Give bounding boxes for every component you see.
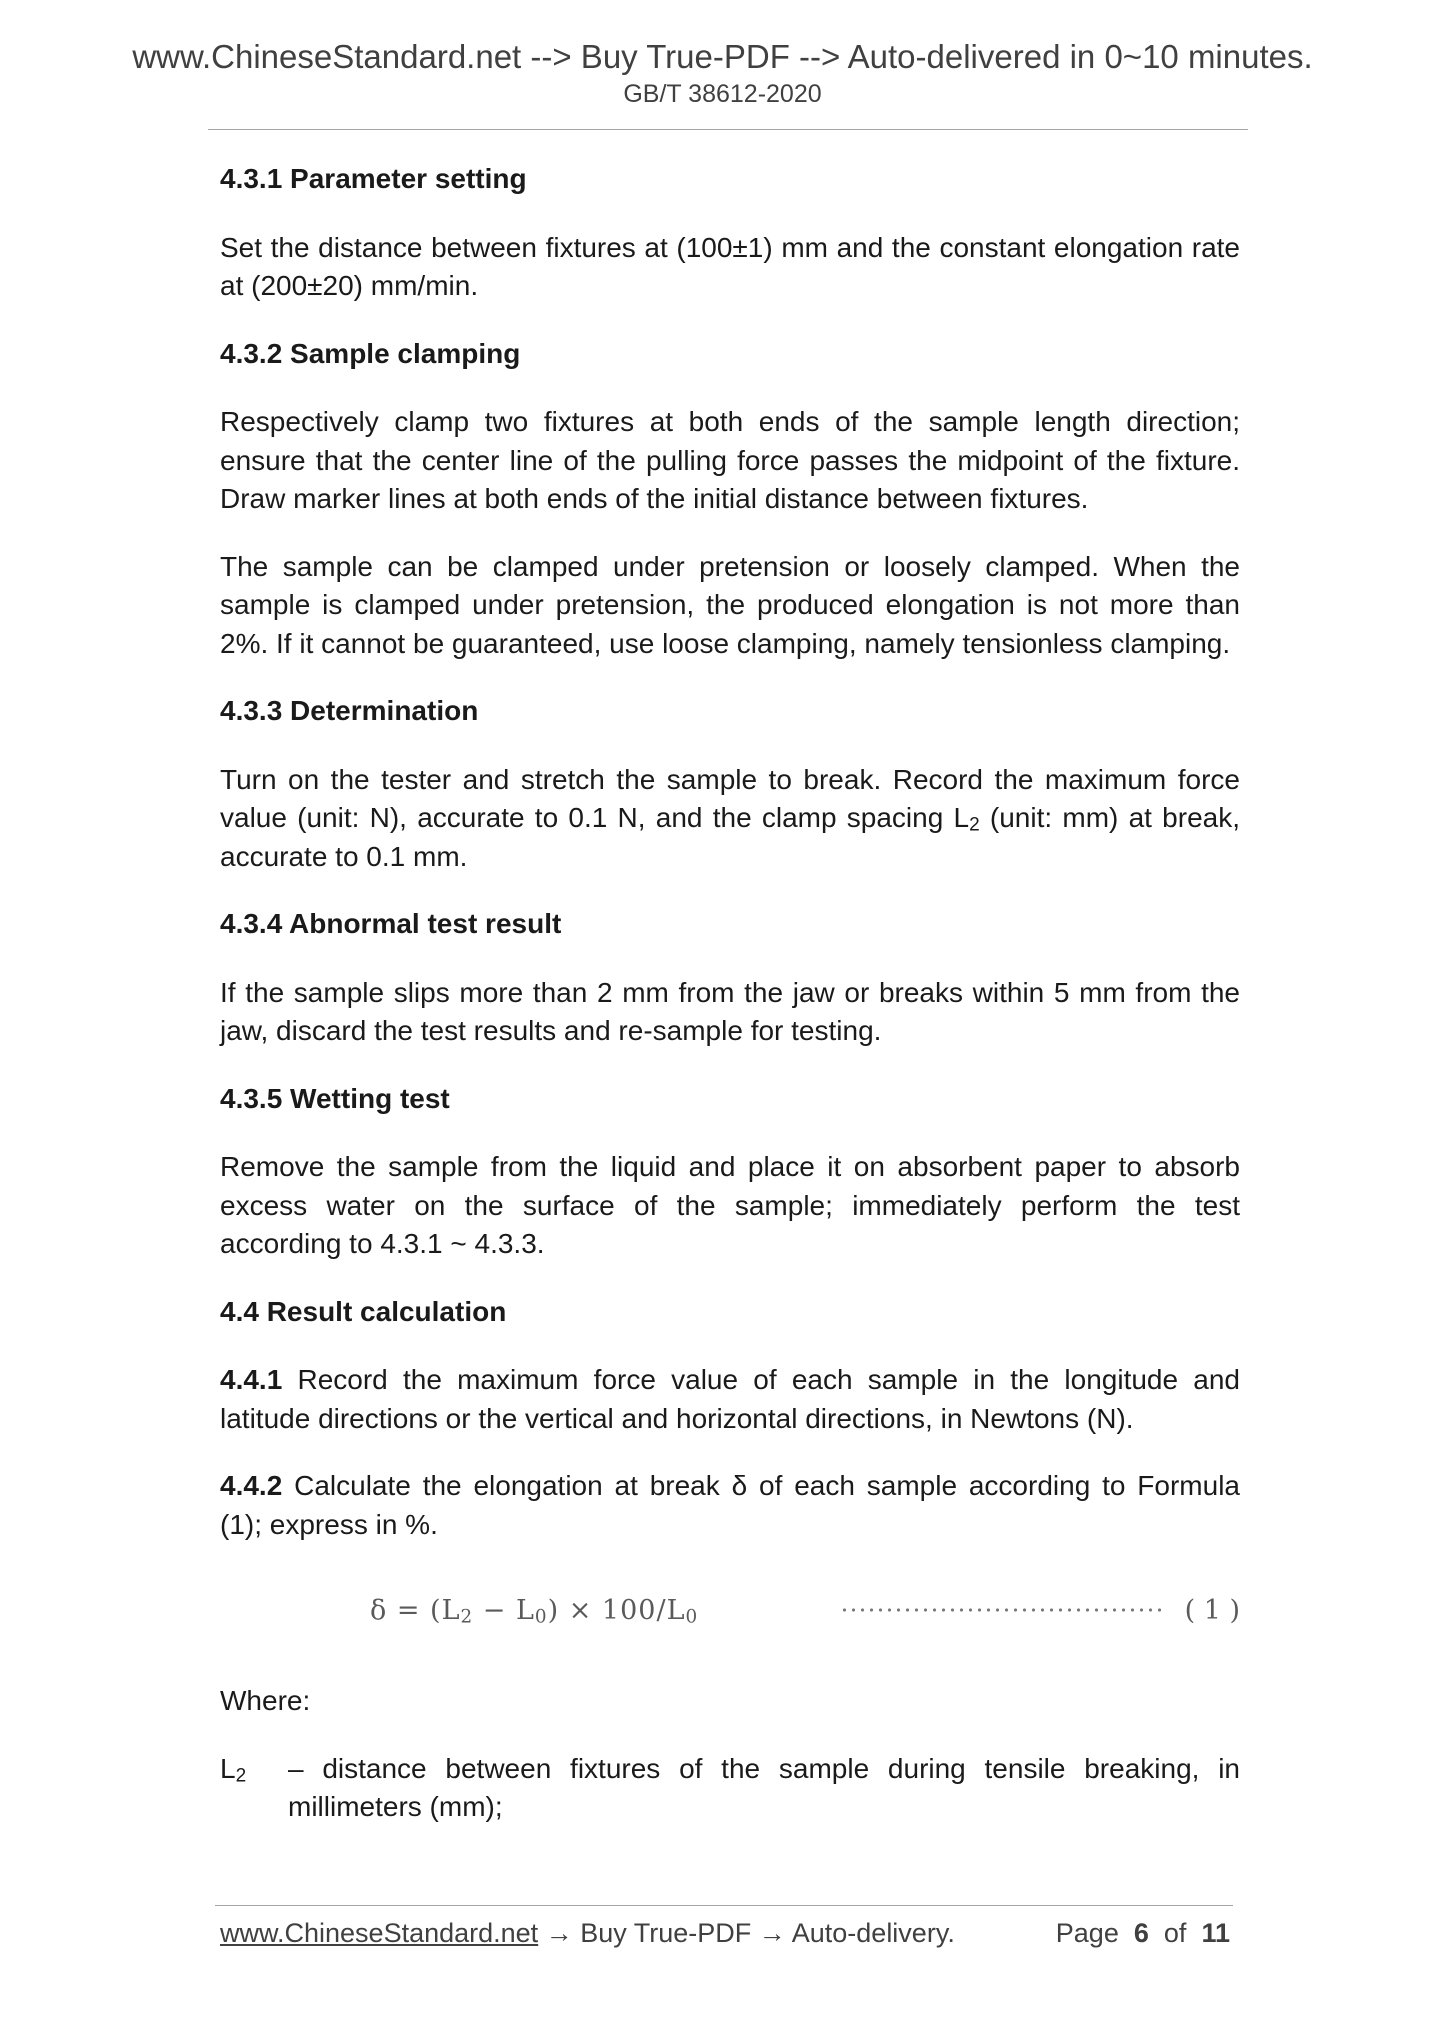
- section-heading-4-3-1: 4.3.1 Parameter setting: [220, 163, 527, 194]
- paragraph-4-4-1: [220, 1361, 1240, 1438]
- definition-text: – distance between fixtures of the sample during tensile breaking, in millimeters (mm);: [288, 1752, 1240, 1822]
- section-heading-4-3-4: 4.3.4 Abnormal test result: [220, 908, 562, 939]
- where-label: Where:: [220, 1685, 311, 1716]
- section-heading-4-4: 4.4 Result calculation: [220, 1295, 507, 1327]
- section-heading-4-3-5: 4.3.5 Wetting test: [220, 1082, 450, 1114]
- header-divider: [208, 129, 1248, 130]
- formula-sub-c: 0: [685, 1606, 699, 1628]
- footer-tagline: → Buy True-PDF → Auto-delivery.: [538, 1918, 955, 1948]
- formula-number: ( 1 ): [1184, 1595, 1240, 1626]
- section-heading-4-3-2: 4.3.2 Sample clamping: [220, 337, 521, 369]
- formula-rhs: ) × 100/L: [547, 1595, 686, 1626]
- formula-1: [220, 1586, 1240, 1632]
- formula-sub-a: 2: [460, 1606, 474, 1628]
- paragraph-sample-clamping-2: The sample can be clamped under pretension or loosely clamped. When the sample is clamped under pretension, the produced elongation is not more than 2%. If it cannot be guaranteed, use loose clamping, namely tensionless clamping.: [220, 550, 1240, 659]
- footer: [220, 1918, 1230, 1949]
- clause-text-4-4-1: Record the maximum force value of each sample in the longitude and latitude directions or the vertical and horizontal directions, in Newtons (N).: [220, 1364, 1240, 1434]
- clause-number-4-4-1: 4.4.1: [220, 1364, 283, 1395]
- determination-text-a: Turn on the tester and stretch the sample to break. Record the maximum force value (unit: N), accurate to 0.1 N, and the clamp spacing L: [220, 763, 1240, 833]
- determination-subscript: 2: [969, 814, 980, 836]
- clause-text-4-4-2: Calculate the elongation at break δ of each sample according to Formula (1); express in %.: [220, 1470, 1240, 1540]
- document-id: GB/T 38612-2020: [623, 80, 822, 108]
- page-total: 11: [1201, 1918, 1230, 1948]
- formula-sub-b: 0: [534, 1606, 548, 1628]
- paragraph-parameter-setting: Set the distance between fixtures at (100±1) mm and the constant elongation rate at (200±20) mm/min.: [220, 231, 1240, 301]
- section-heading-4-3-3: 4.3.3 Determination: [220, 695, 479, 726]
- formula-leader-dots: [840, 1604, 1162, 1616]
- page-of-label: of: [1163, 1918, 1187, 1948]
- paragraph-sample-clamping-1: Respectively clamp two fixtures at both ends of the sample length direction; ensure that the center line of the pulling force passes the midpoint of the fixture. Draw marker lines at both ends of the initial distance between fixtures.: [220, 406, 1240, 514]
- footer-website-link[interactable]: www.ChineseStandard.net: [220, 1918, 539, 1948]
- definition-item: [220, 1750, 1240, 1827]
- footer-divider: [215, 1905, 1233, 1906]
- paragraph-abnormal-result: If the sample slips more than 2 mm from the jaw or breaks within 5 mm from the jaw, discard the test results and re-sample for testing.: [220, 976, 1240, 1046]
- paragraph-4-4-2: [220, 1467, 1240, 1544]
- page-indicator: [1056, 1918, 1230, 1949]
- document-body: [220, 160, 1240, 1827]
- page-number: 6: [1133, 1918, 1149, 1948]
- formula-mid: − L: [473, 1595, 535, 1626]
- header-banner: www.ChineseStandard.net --> Buy True-PDF --> Auto-delivered in 0~10 minutes.: [132, 38, 1313, 75]
- definition-symbol-subscript: 2: [235, 1764, 247, 1786]
- definition-symbol-letter: L: [220, 1752, 236, 1784]
- clause-number-4-4-2: 4.4.2: [220, 1470, 283, 1501]
- formula-expression: [370, 1592, 698, 1631]
- paragraph-wetting-test: Remove the sample from the liquid and place it on absorbent paper to absorb excess water on the surface of the sample; immediately perform the test according to 4.3.1 ~ 4.3.3.: [220, 1151, 1240, 1259]
- page-label: Page: [1055, 1918, 1119, 1948]
- definition-symbol: [220, 1750, 246, 1789]
- paragraph-determination: [220, 761, 1240, 877]
- formula-lhs: δ = (L: [370, 1595, 461, 1626]
- determination-text-b: (unit: mm) at break, accurate to 0.1 mm.: [220, 802, 1240, 872]
